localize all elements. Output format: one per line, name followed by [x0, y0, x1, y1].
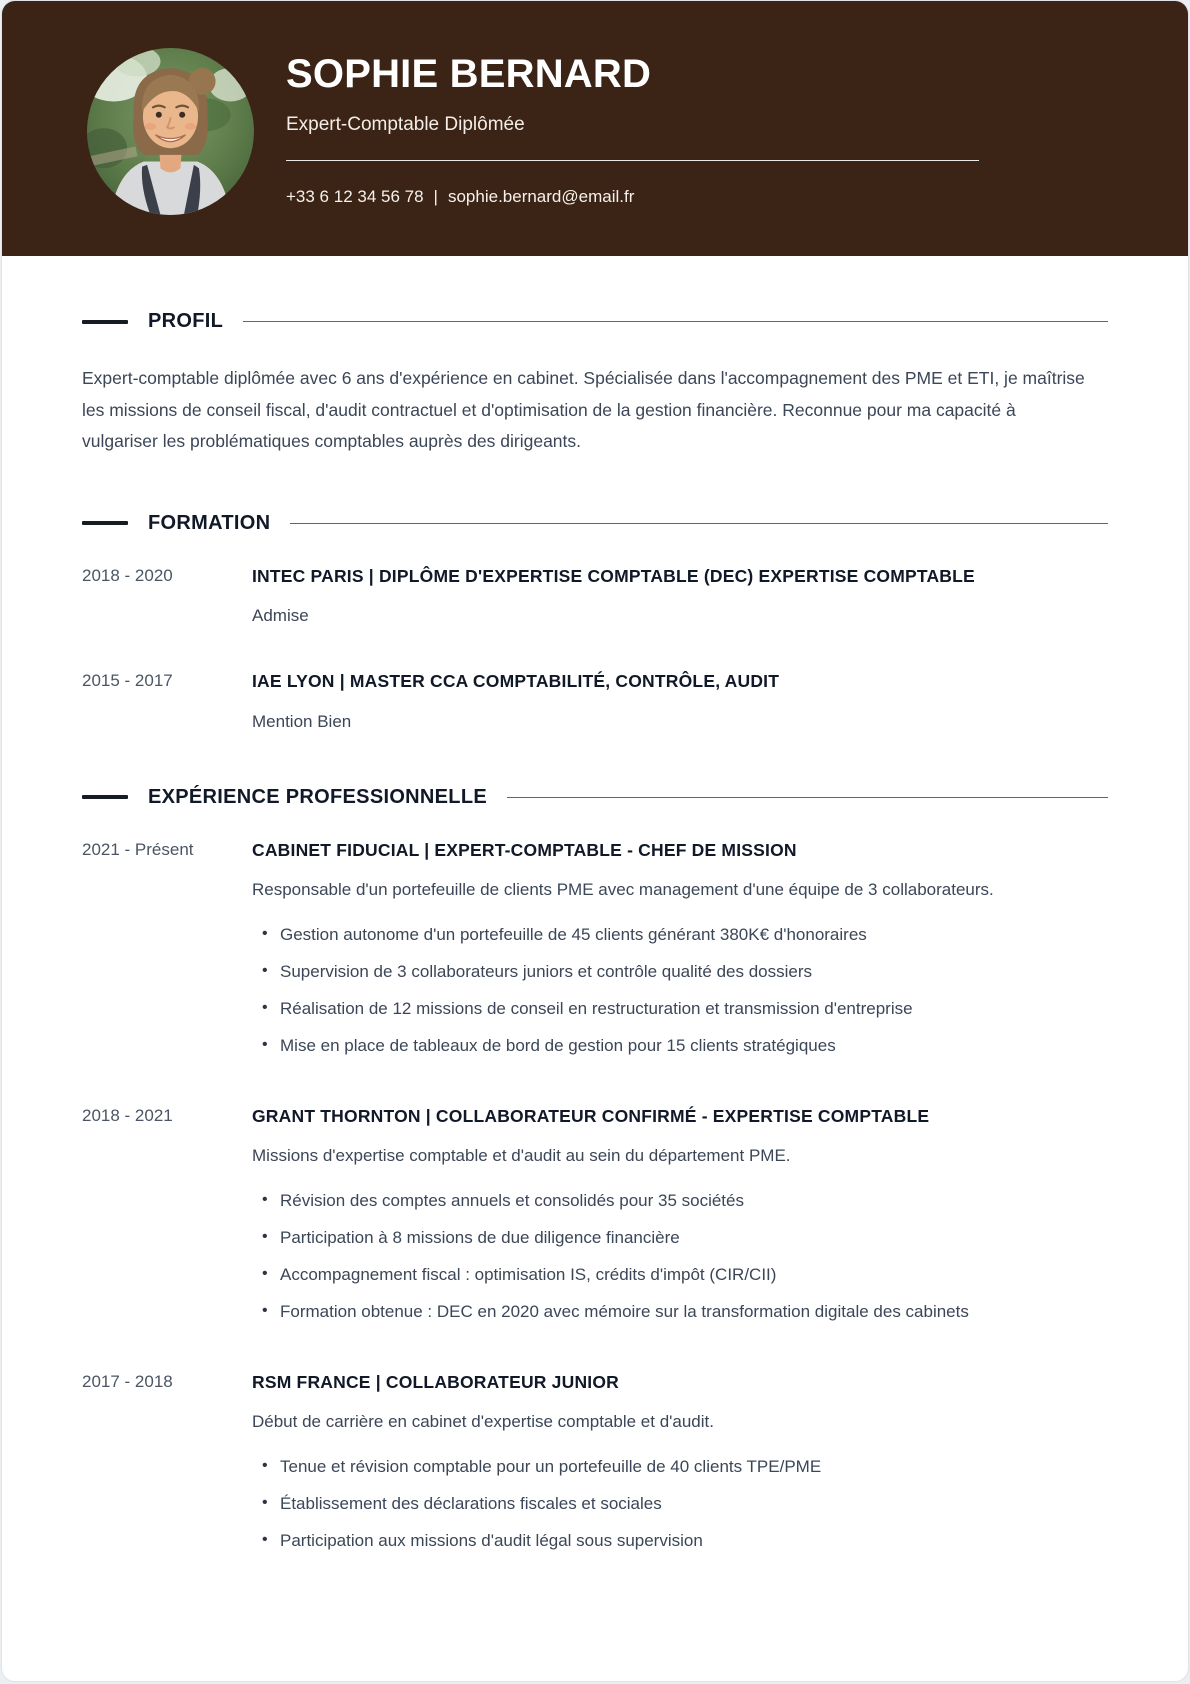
person-job-title: Expert-Comptable Diplômée [286, 114, 525, 135]
formation-entry [82, 565, 1108, 627]
experience-title: EXPÉRIENCE PROFESSIONNELLE [148, 785, 487, 808]
experience-entry-description: Responsable d'un portefeuille de clients PME avec management d'une équipe de 3 collaborateurs. [252, 880, 994, 900]
experience-entry-date: 2017 - 2018 [82, 1371, 173, 1391]
formation-header [82, 512, 1108, 535]
formation-entry-note: Admise [252, 606, 309, 626]
experience-entry-body [252, 839, 1108, 1061]
section-formation [82, 512, 1108, 732]
contact-separator: | [433, 187, 438, 206]
formation-entry-date: 2018 - 2020 [82, 565, 173, 585]
section-dash-icon [82, 521, 128, 525]
cv-body [2, 256, 1188, 1556]
experience-bullet: • Gestion autonome d'un portefeuille de 45 clients générant 380K€ d'honoraires [252, 921, 1072, 950]
formation-entry-body [252, 670, 1108, 732]
section-rule [243, 321, 1108, 322]
formation-entry-date: 2015 - 2017 [82, 671, 173, 691]
phone-number: +33 6 12 34 56 78 [286, 187, 424, 206]
experience-entry-title: RSM FRANCE | COLLABORATEUR JUNIOR [252, 1371, 619, 1392]
experience-entry [82, 1371, 1108, 1556]
contact-line [286, 187, 979, 207]
header-banner [2, 1, 1188, 256]
experience-bullet: • Formation obtenue : DEC en 2020 avec mémoire sur la transformation digitale des cabinets [252, 1298, 1072, 1327]
section-profil [82, 310, 1108, 458]
experience-entry-title: CABINET FIDUCIAL | EXPERT-COMPTABLE - CHEF DE MISSION [252, 839, 797, 860]
section-rule [290, 523, 1108, 524]
experience-bullet: • Tenue et révision comptable pour un portefeuille de 40 clients TPE/PME [252, 1453, 1072, 1482]
section-experience [82, 786, 1108, 1556]
experience-entry [82, 1105, 1108, 1327]
experience-bullet: • Révision des comptes annuels et consolidés pour 35 sociétés [252, 1187, 1072, 1216]
experience-bullet: • Accompagnement fiscal : optimisation IS, crédits d'impôt (CIR/CII) [252, 1261, 1072, 1290]
header-text-block [286, 48, 979, 207]
formation-title: FORMATION [148, 511, 271, 534]
formation-entry-title: IAE LYON | MASTER CCA COMPTABILITÉ, CONTRÔLE, AUDIT [252, 671, 780, 692]
formation-entry-body [252, 565, 1108, 627]
experience-bullet: • Réalisation de 12 missions de conseil en restructuration et transmission d'entreprise [252, 995, 1072, 1024]
experience-entry-description: Début de carrière en cabinet d'expertise comptable et d'audit. [252, 1412, 714, 1432]
portrait-photo-illustration [87, 48, 254, 215]
profil-title: PROFIL [148, 310, 224, 332]
experience-bullet: • Participation aux missions d'audit légal sous supervision [252, 1527, 1072, 1556]
header-divider [286, 160, 979, 161]
formation-entry [82, 670, 1108, 732]
experience-bullet-list [252, 1187, 1108, 1327]
experience-bullet: • Mise en place de tableaux de bord de gestion pour 15 clients stratégiques [252, 1032, 1072, 1061]
experience-bullet: • Participation à 8 missions de due diligence financière [252, 1224, 1072, 1253]
experience-bullet-list [252, 1453, 1108, 1556]
experience-bullet: • Établissement des déclarations fiscales et sociales [252, 1490, 1072, 1519]
profil-paragraph: Expert-comptable diplômée avec 6 ans d'expérience en cabinet. Spécialisée dans l'accompagnement des PME et ETI, je maîtrise les missions de conseil fiscal, d'audit contractuel et d'optimisation de la gestion financière. Reconnue pour ma capacité à vulgariser les problématiques comptables auprès des dirigeants. [82, 368, 1085, 451]
experience-bullet-list [252, 921, 1108, 1061]
experience-entry-description: Missions d'expertise comptable et d'audit au sein du département PME. [252, 1146, 791, 1166]
section-dash-icon [82, 795, 128, 799]
experience-header [82, 786, 1108, 809]
experience-entry-date: 2018 - 2021 [82, 1105, 173, 1125]
section-rule [507, 797, 1108, 798]
formation-entry-title: INTEC PARIS | DIPLÔME D'EXPERTISE COMPTABLE (DEC) EXPERTISE COMPTABLE [252, 565, 975, 586]
experience-entry-date: 2021 - Présent [82, 839, 194, 859]
profil-header [82, 310, 1108, 333]
experience-entry-body [252, 1371, 1108, 1556]
formation-entry-note: Mention Bien [252, 711, 352, 731]
experience-entry-title: GRANT THORNTON | COLLABORATEUR CONFIRMÉ - EXPERTISE COMPTABLE [252, 1105, 930, 1126]
email-address: sophie.bernard@email.fr [447, 187, 635, 206]
profile-photo [87, 48, 254, 215]
experience-entry-body [252, 1105, 1108, 1327]
section-dash-icon [82, 320, 128, 324]
cv-page [1, 0, 1189, 1682]
experience-entry [82, 839, 1108, 1061]
experience-bullet: • Supervision de 3 collaborateurs juniors et contrôle qualité des dossiers [252, 958, 1072, 987]
person-name: SOPHIE BERNARD [286, 52, 652, 96]
